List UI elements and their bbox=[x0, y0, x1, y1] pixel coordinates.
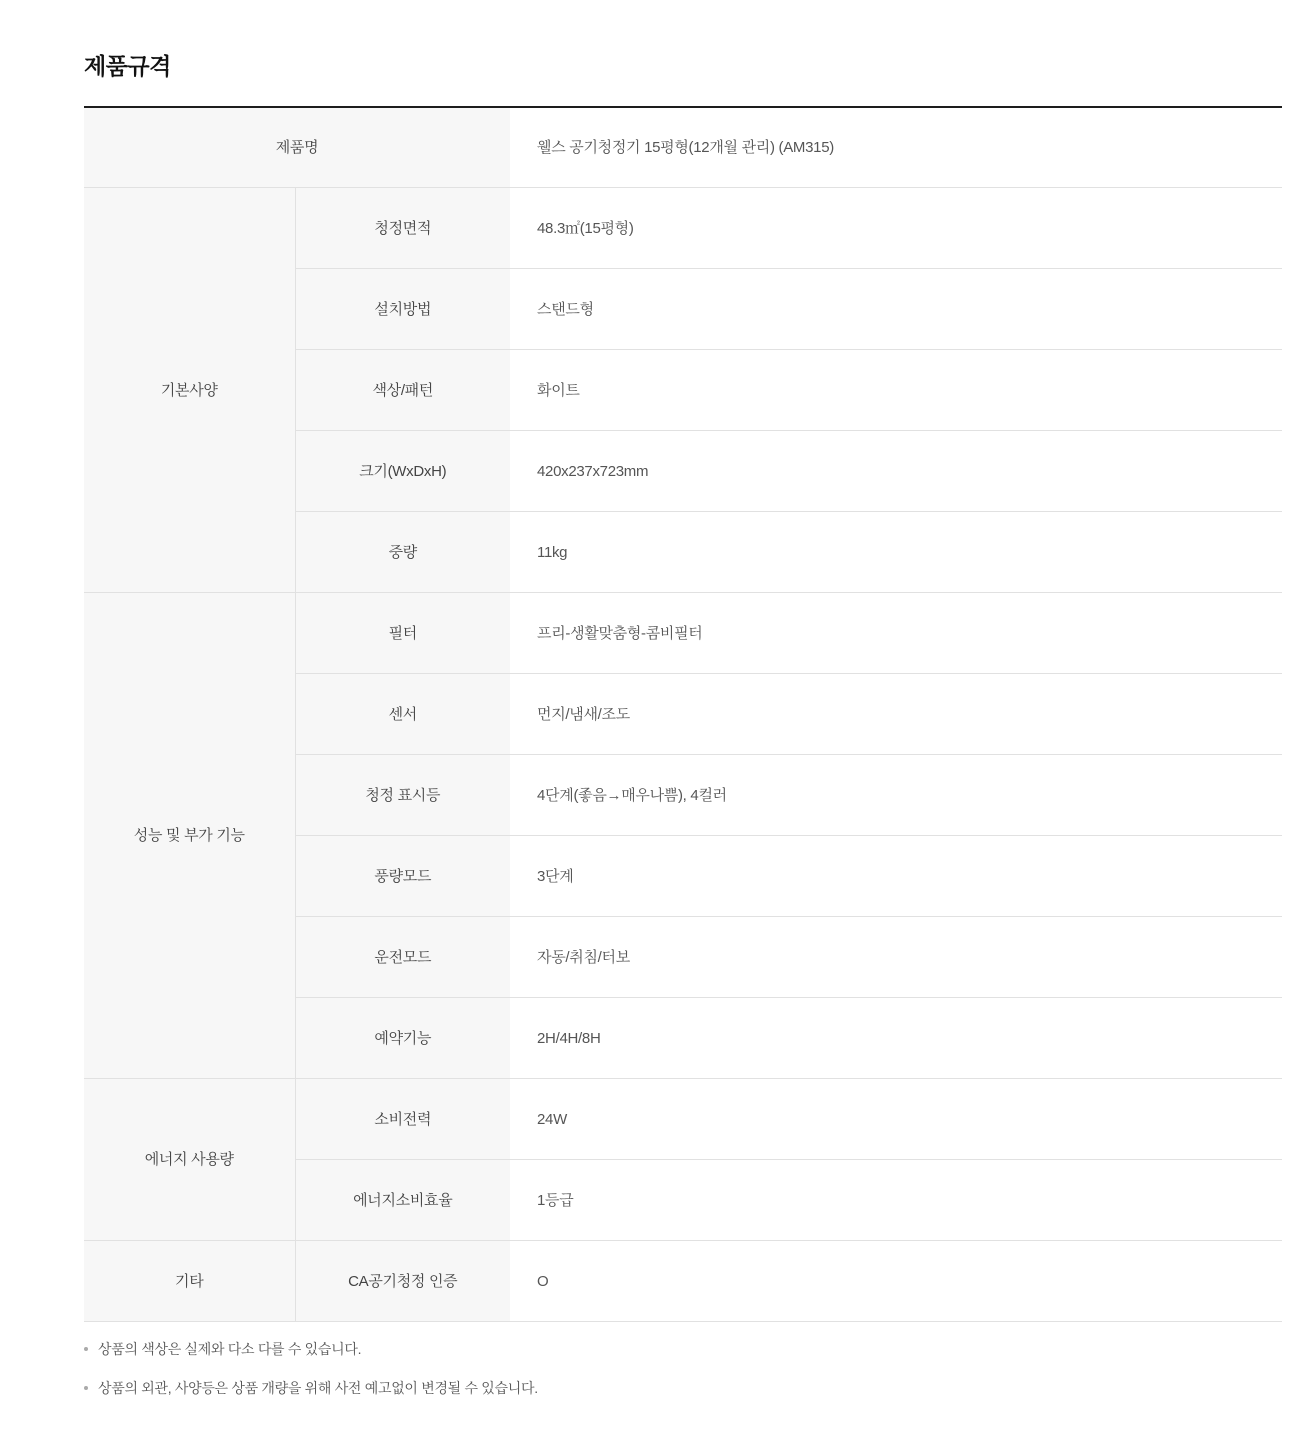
product-name-label: 제품명 bbox=[84, 107, 510, 188]
timer-label: 예약기능 bbox=[295, 998, 510, 1079]
group-etc: 기타 bbox=[84, 1241, 295, 1322]
energy-efficiency-label: 에너지소비효율 bbox=[295, 1160, 510, 1241]
filter-label: 필터 bbox=[295, 593, 510, 674]
airflow-mode-value: 3단계 bbox=[510, 836, 1282, 917]
clean-area-value: 48.3㎡(15평형) bbox=[510, 188, 1282, 269]
clean-area-label: 청정면적 bbox=[295, 188, 510, 269]
group-performance: 성능 및 부가 기능 bbox=[84, 593, 295, 1079]
row-power-consumption bbox=[84, 1079, 1282, 1160]
group-energy: 에너지 사용량 bbox=[84, 1079, 295, 1241]
operation-mode-value: 자동/취침/터보 bbox=[510, 917, 1282, 998]
operation-mode-label: 운전모드 bbox=[295, 917, 510, 998]
color-pattern-value: 화이트 bbox=[510, 350, 1282, 431]
filter-value: 프리-생활맞춤형-콤비필터 bbox=[510, 593, 1282, 674]
weight-label: 중량 bbox=[295, 512, 510, 593]
sensor-label: 센서 bbox=[295, 674, 510, 755]
power-consumption-value: 24W bbox=[510, 1079, 1282, 1160]
bullet-icon bbox=[84, 1386, 88, 1390]
power-consumption-label: 소비전력 bbox=[295, 1079, 510, 1160]
row-product-name bbox=[84, 107, 1282, 188]
ca-certification-value: O bbox=[510, 1241, 1282, 1322]
footnote-spec-change-disclaimer bbox=[84, 1378, 1282, 1398]
row-ca-certification bbox=[84, 1241, 1282, 1322]
size-label: 크기(WxDxH) bbox=[295, 431, 510, 512]
spec-section bbox=[84, 0, 1282, 1437]
product-name-value: 웰스 공기청정기 15평형(12개월 관리) (AM315) bbox=[510, 107, 1282, 188]
sensor-value: 먼지/냄새/조도 bbox=[510, 674, 1282, 755]
clean-indicator-value: 4단계(좋음→매우나쁨), 4컬러 bbox=[510, 755, 1282, 836]
section-title: 제품규격 bbox=[84, 53, 171, 79]
bullet-icon bbox=[84, 1347, 88, 1351]
footnote-text: 상품의 색상은 실제와 다소 다를 수 있습니다. bbox=[98, 1341, 362, 1358]
weight-value: 11kg bbox=[510, 512, 1282, 593]
install-type-value: 스탠드형 bbox=[510, 269, 1282, 350]
product-spec-table bbox=[84, 106, 1282, 1323]
footnote-color-disclaimer bbox=[84, 1339, 1282, 1359]
row-filter bbox=[84, 593, 1282, 674]
footnote-text: 상품의 외관, 사양등은 상품 개량을 위해 사전 예고없이 변경될 수 있습니다. bbox=[98, 1380, 538, 1397]
ca-certification-label: CA공기청정 인증 bbox=[295, 1241, 510, 1322]
color-pattern-label: 색상/패턴 bbox=[295, 350, 510, 431]
timer-value: 2H/4H/8H bbox=[510, 998, 1282, 1079]
install-type-label: 설치방법 bbox=[295, 269, 510, 350]
group-basic-spec: 기본사양 bbox=[84, 188, 295, 593]
energy-efficiency-value: 1등급 bbox=[510, 1160, 1282, 1241]
clean-indicator-label: 청정 표시등 bbox=[295, 755, 510, 836]
size-value: 420x237x723mm bbox=[510, 431, 1282, 512]
footnotes bbox=[84, 1339, 1282, 1437]
row-clean-area bbox=[84, 188, 1282, 269]
airflow-mode-label: 풍량모드 bbox=[295, 836, 510, 917]
